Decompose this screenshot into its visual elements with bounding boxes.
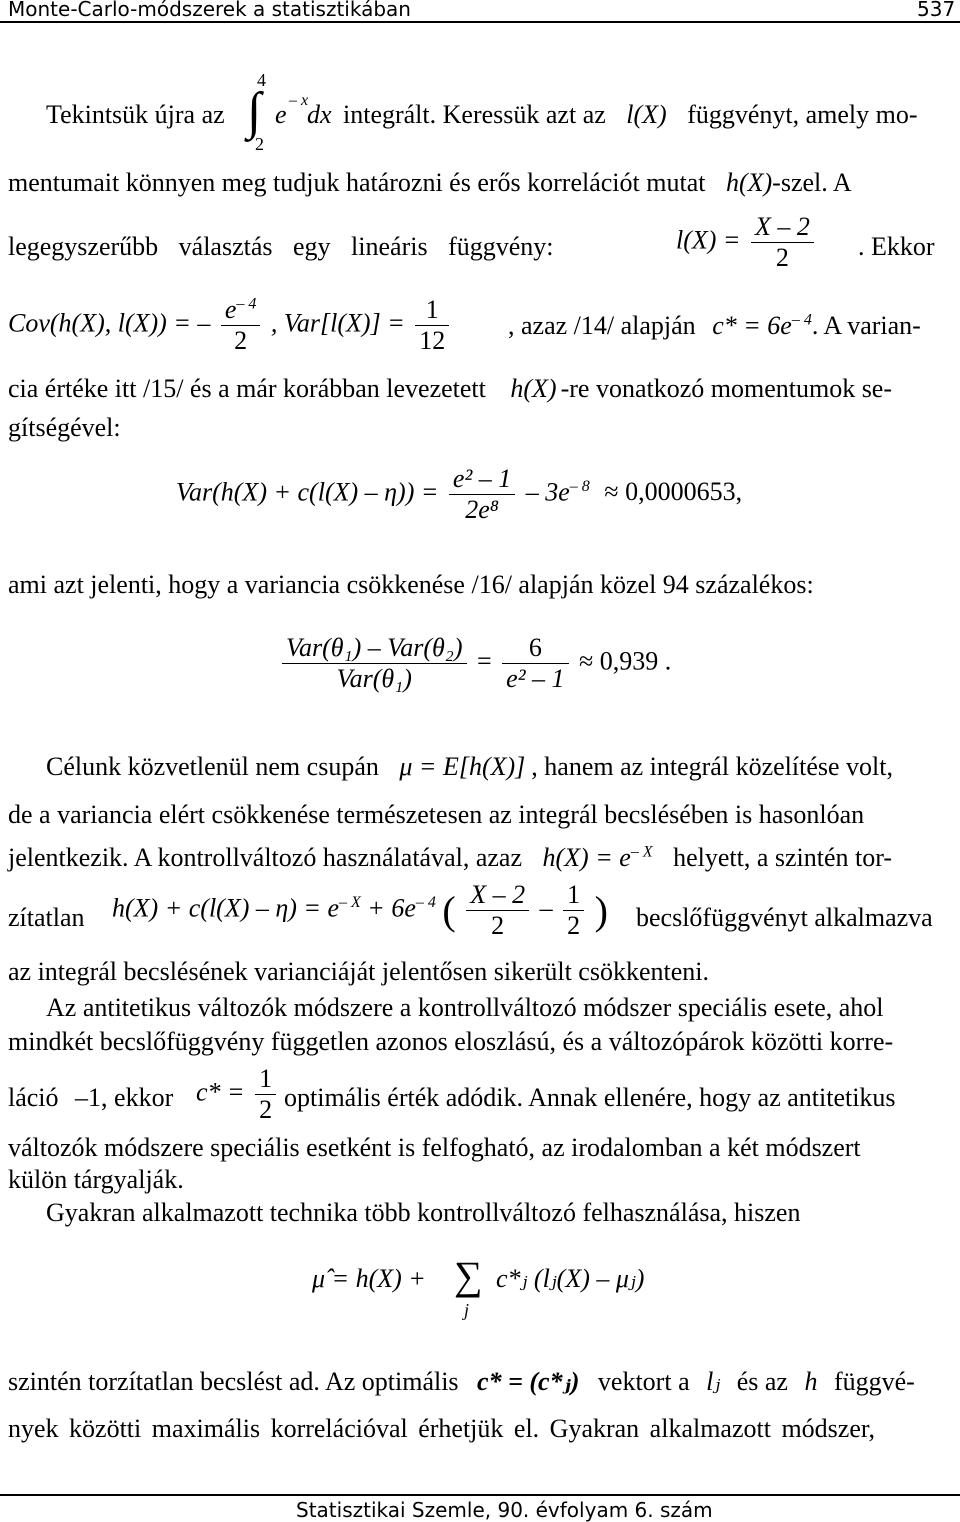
eq1-denominator: 2e⁸	[449, 494, 515, 525]
cstar-base: c* = 6e	[712, 311, 792, 340]
text-segment: gítségével:	[8, 413, 121, 442]
l-definition	[676, 212, 818, 273]
text-line-20	[8, 1414, 875, 1444]
var-denominator: 12	[415, 325, 449, 356]
left-paren: (	[442, 888, 456, 933]
text-line-11b	[636, 903, 933, 933]
mu-hat-rest: c*ⱼ (lⱼ(X) – μⱼ)	[496, 1264, 645, 1293]
integral	[245, 70, 335, 160]
text-line-8	[46, 752, 893, 782]
text-segment: ami azt jelenti, hogy a variancia csökkenése /16/ alapján közel 94 százalékos:	[8, 570, 814, 599]
eq1-fraction	[449, 464, 515, 525]
eq3-mid-exp: – 4	[415, 893, 436, 911]
cstar-half	[196, 1064, 280, 1125]
text-segment: . A varian-	[811, 311, 921, 340]
text-segment: és az	[736, 1367, 788, 1396]
text-segment: az integrál becslésének varianciáját jelentősen sikerült csökkenteni.	[8, 957, 709, 986]
text-line-13	[46, 993, 884, 1023]
text-segment: Célunk közvetlenül nem csupán	[46, 752, 379, 781]
equals-sign: =	[477, 646, 492, 676]
mu-hat-lhs: μ̂ = h(X) +	[312, 1264, 426, 1293]
estimator-equation	[112, 880, 608, 941]
text-segment: Az antitetikus változók módszere a kontrollváltozó módszer speciális esete, ahol	[46, 993, 884, 1022]
math-hX: h(X)	[510, 374, 557, 403]
text-segment: de a variancia elért csökkenése természetesen az integrál becslésében is hasonlóan	[8, 800, 865, 829]
l-j: lⱼ	[706, 1367, 721, 1396]
reduction-equation	[278, 633, 671, 694]
text-line-1	[46, 100, 225, 130]
text-segment: láció	[8, 1083, 59, 1112]
cstar2-denominator: 2	[255, 1094, 276, 1125]
text-segment: cia értéke itt /15/ és a már korábban levezetett	[8, 374, 486, 403]
eq2-fraction	[282, 633, 467, 694]
text-segment: nyek közötti maximális korrelációval érhetjük el. Gyakran alkalmazott módszer,	[8, 1414, 875, 1443]
eq3-fraction-2	[563, 880, 584, 941]
text-segment: helyett, a szintén tor-	[673, 843, 893, 872]
eq3-f2-numerator: 1	[567, 880, 581, 909]
text-line-9	[8, 800, 864, 830]
text-line-19	[8, 1367, 915, 1397]
text-segment: jelentkezik. A kontrollváltozó használatával, azaz	[8, 843, 523, 872]
text-segment: Gyakran alkalmazott technika több kontrollváltozó felhasználása, hiszen	[46, 1198, 801, 1227]
cov-num-exp: – 4	[236, 295, 257, 313]
eq1-rest-exp: – 8	[569, 477, 590, 495]
l-def-denominator: 2	[751, 242, 814, 273]
eq2-mid-denominator: e² – 1	[502, 663, 568, 694]
eq3-fraction-1	[466, 880, 529, 941]
minus-sign: –	[539, 893, 553, 923]
eq2-mid-numerator: 6	[528, 633, 542, 662]
text-segment: -re vonatkozó momentumok se-	[560, 374, 893, 403]
right-paren: )	[594, 888, 608, 933]
var-numerator: 1	[425, 295, 439, 324]
text-line-14	[8, 1027, 893, 1057]
text-segment: , hanem az integrál közelítése volt,	[531, 752, 893, 781]
cov-fraction	[221, 295, 261, 356]
text-segment: vektort a	[597, 1367, 690, 1396]
text-line-17	[8, 1165, 184, 1195]
eq3-lhs: h(X) + c(l(X) – η) = e	[112, 893, 340, 923]
eq2-denominator: Var(θ₁)	[282, 663, 467, 694]
text-line-15	[8, 1083, 173, 1113]
hX-def-base: h(X) = e	[542, 843, 631, 872]
text-line-18	[46, 1198, 800, 1228]
text-segment: . Ekkor	[858, 232, 935, 261]
math-lX: l(X)	[626, 100, 667, 129]
text-segment: mentumait könnyen meg tudjuk határozni és erős korrelációt mutat	[8, 168, 706, 197]
integral-body: e	[275, 100, 287, 129]
text-segment: zítatlan	[8, 903, 85, 932]
c-vector: c* = (c*ⱼ)	[477, 1367, 580, 1396]
mu-definition: μ = E[h(X)]	[399, 752, 526, 781]
cov-equation	[8, 295, 453, 356]
text-segment: változók módszere speciális esetként is felfogható, az irodalomban a két módszert	[8, 1133, 861, 1162]
eq3-f1-denominator: 2	[466, 910, 529, 941]
text-segment: szintén torzítatlan becslést ad. Az optimális	[8, 1367, 459, 1396]
var-fraction	[415, 295, 449, 356]
multi-control-equation	[312, 1254, 692, 1334]
eq1-lhs: Var(h(X) + c(l(X) – η)) =	[176, 477, 439, 507]
cstar-exp: – 4	[791, 311, 812, 329]
text-segment: becslőfüggvényt alkalmazva	[636, 903, 933, 932]
eq1-numerator: e² – 1	[452, 464, 512, 493]
text-segment: -szel. A	[772, 168, 852, 197]
text-segment: optimális érték adódik. Annak ellenére, hogy az antitetikus	[284, 1083, 896, 1112]
integral-sign: ∫	[247, 83, 262, 140]
cov-lhs: Cov(h(X), l(X)) = –	[8, 308, 211, 338]
eq3-mid: + 6e	[367, 893, 416, 923]
footer-rule	[0, 1494, 960, 1496]
text-segment: legegyszerűbb választás egy lineáris függvény:	[8, 232, 554, 261]
text-segment: , azaz /14/ alapján	[508, 311, 696, 340]
text-line-4	[508, 311, 921, 341]
cstar2-numerator: 1	[259, 1064, 273, 1093]
text-segment: külön tárgyalják.	[8, 1165, 184, 1194]
text-line-16	[8, 1133, 861, 1163]
text-line-7	[8, 570, 814, 600]
minus-one: –1	[75, 1083, 102, 1112]
cov-denominator: 2	[221, 325, 261, 356]
eq3-f1-numerator: X – 2	[470, 880, 526, 909]
eq2-mid-fraction	[502, 633, 568, 694]
cstar2-lhs: c* =	[196, 1077, 245, 1107]
l-def-lhs: l(X) =	[676, 225, 741, 255]
cov-num-base: e	[224, 295, 237, 324]
l-def-fraction	[751, 212, 814, 273]
integral-upper: 4	[257, 70, 266, 90]
text-line-6	[8, 413, 121, 443]
eq1-approx: ≈ 0,0000653,	[604, 477, 743, 507]
text-line-12	[8, 957, 709, 987]
hX-definition	[543, 843, 653, 872]
variance-equation	[176, 464, 742, 525]
integral-exponent: – x	[289, 92, 309, 109]
text-segment: integrált. Keressük azt az	[343, 100, 606, 129]
running-footer: Statisztikai Szemle, 90. évfolyam 6. szám	[296, 1498, 713, 1522]
text-line-1b	[343, 100, 918, 130]
eq3-f2-denominator: 2	[563, 910, 584, 941]
eq1-rest: – 3e	[525, 477, 570, 507]
cov-numerator	[221, 295, 261, 325]
text-line-5	[8, 374, 892, 404]
cstar-equation	[712, 311, 812, 340]
text-line-3	[8, 232, 554, 262]
text-segment: függvé-	[833, 1367, 915, 1396]
eq3-exp: – X	[339, 893, 361, 911]
eq2-approx: ≈ 0,939 .	[579, 646, 672, 676]
eq2-numerator: Var(θ₁) – Var(θ₂)	[286, 633, 463, 662]
cstar2-fraction	[255, 1064, 276, 1125]
text-line-15b	[284, 1083, 896, 1113]
integral-dx: dx	[307, 100, 332, 129]
hX-def-exp: – X	[630, 843, 653, 861]
math-hX: h(X)	[725, 168, 773, 197]
header-rule	[0, 21, 960, 23]
text-segment: Tekintsük újra az	[46, 100, 225, 129]
var-lhs: , Var[l(X)] =	[270, 308, 405, 338]
running-header-title: Monte-Carlo-módszerek a statisztikában	[8, 0, 411, 21]
text-segment: mindkét becslőfüggvény független azonos eloszlású, és a változópárok közötti korre-	[8, 1027, 894, 1056]
text-line-10	[8, 843, 892, 873]
sum-index: j	[464, 1300, 470, 1320]
text-line-3b	[858, 232, 935, 262]
l-def-numerator: X – 2	[754, 212, 810, 241]
text-line-2	[8, 168, 852, 198]
text-line-11	[8, 903, 85, 933]
integral-lower: 2	[255, 134, 264, 154]
sum-symbol: ∑	[454, 1253, 483, 1298]
page-number: 537	[917, 0, 956, 21]
text-segment: függvényt, amely mo-	[687, 100, 918, 129]
h-symbol: h	[804, 1367, 818, 1396]
text-segment: , ekkor	[101, 1083, 174, 1112]
